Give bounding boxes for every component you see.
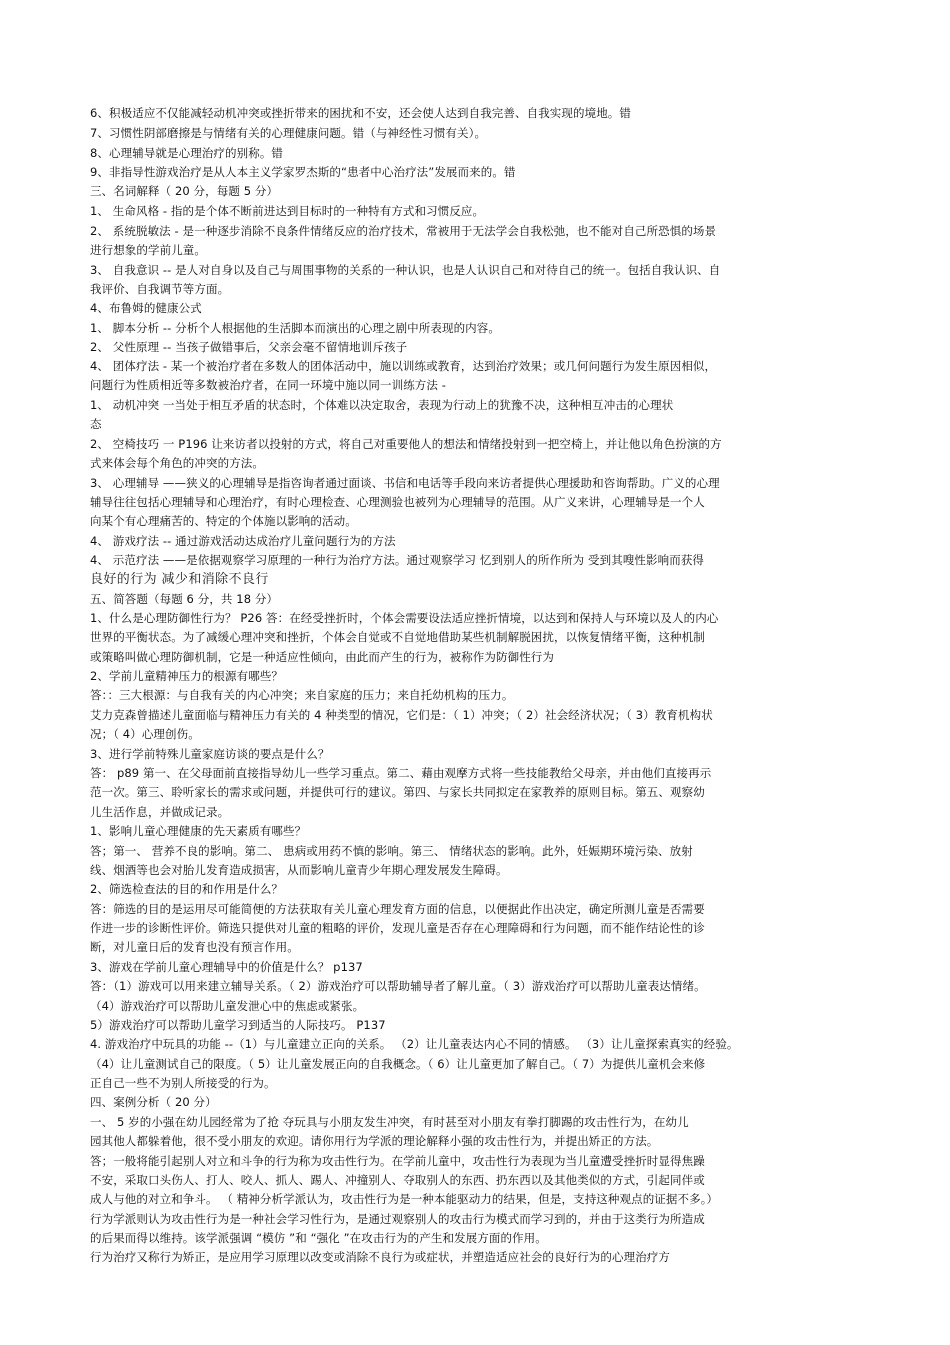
text-line: 答：筛选的目的是运用尽可能简便的方法获取有关儿童心理发育方面的信息，以便据此作出决定，确定所测儿童是否需要 xyxy=(90,902,705,916)
text-line: 线、烟酒等也会对胎儿发育造成损害，从而影响儿童青少年期心理发展发生障碍。 xyxy=(90,863,508,877)
text-line: 断，对儿童日后的发育也没有预言作用。 xyxy=(90,940,299,954)
text-line: 园其他人都躲着他，很不受小朋友的欢迎。请你用行为学派的理论解释小强的攻击性行为，并提出矫正的方法。 xyxy=(90,1134,659,1148)
section-heading: 三、名词解释（ 20 分，每题 5 分） xyxy=(90,184,279,198)
text-line: 态 xyxy=(90,417,102,431)
text-line: 5）游戏治疗可以帮助儿童学习到适当的人际技巧。 P137 xyxy=(90,1018,386,1032)
text-line: 答；第一、 营养不良的影响。第二、 患病或用药不慎的影响。第三、 情绪状态的影响。此外，妊娠期环境污染、放射 xyxy=(90,844,693,858)
text-line: 成人与他的对立和争斗。 （ 精神分析学派认为，攻击性行为是一种本能驱动力的结果，但是，支持这种观点的证据不多。） xyxy=(90,1192,719,1206)
text-line: 艾力克森曾描述儿童面临与精神压力有关的 4 种类型的情况，它们是：（ 1）冲突；（ 2）社会经济状况；（ 3）教育机构状 xyxy=(90,708,713,722)
text-line: 4、布鲁姆的健康公式 xyxy=(90,301,202,315)
text-line: 行为学派则认为攻击性行为是一种社会学习性行为，是通过观察别人的攻击行为模式而学习到的，并由于这类行为所造成 xyxy=(90,1212,705,1226)
text-line: 世界的平衡状态。为了减缓心理冲突和挫折，个体会自觉或不自觉地借助某些机制解脱困扰，以恢复情绪平衡，这种机制 xyxy=(90,630,705,644)
text-line: 4、 游戏疗法 -- 通过游戏活动达成治疗儿童问题行为的方法 xyxy=(90,534,396,548)
text-line: 辅导往往包括心理辅导和心理治疗，有时心理检查、心理测验也被列为心理辅导的范围。从广义来讲，心理辅导是一个人 xyxy=(90,495,705,509)
question-line: 2、筛选检查法的目的和作用是什么？ xyxy=(90,882,284,896)
text-line: 9、非指导性游戏治疗是从人本主义学家罗杰斯的“患者中心治疗法”发展而来的。错 xyxy=(90,165,516,179)
text-line: （4）让儿童测试自己的限度。（ 5）让儿童发展正向的自我概念。（ 6）让儿童更加了解自己。（ 7）为提供儿童机会来修 xyxy=(90,1057,706,1071)
text-line: 7、习惯性阴部磨擦是与情绪有关的心理健康问题。错（与神经性习惯有关）。 xyxy=(90,126,487,140)
text-line: 作进一步的诊断性评价。筛选只提供对儿童的粗略的评价，发现儿童是否存在心理障碍和行为问题，而不能作结论性的诊 xyxy=(90,921,705,935)
text-line: 向某个有心理痛苦的、特定的个体施以影响的活动。 xyxy=(90,514,357,528)
text-line: 1、 动机冲突 一当处于相互矛盾的状态时，个体难以决定取舍，表现为行动上的犹豫不决，这种相互冲击的心理状 xyxy=(90,398,674,412)
question-line: 2、学前儿童精神压力的根源有哪些？ xyxy=(90,669,284,683)
text-line: 或策略叫做心理防御机制，它是一种适应性倾向，由此而产生的行为，被称作为防御性行为 xyxy=(90,650,554,664)
text-line: 1、 脚本分析 -- 分析个人根据他的生活脚本而演出的心理之剧中所表现的内容。 xyxy=(90,321,500,335)
text-line: 3、 心理辅导 ——狭义的心理辅导是指咨询者通过面谈、书信和电话等手段向来访者提供心理援助和咨询帮助。广义的心理 xyxy=(90,476,720,490)
text-line: 进行想象的学前儿童。 xyxy=(90,243,206,257)
text-line: 行为治疗又称行为矫正，是应用学习原理以改变或消除不良行为或症状，并塑造适应社会的良好行为的心理治疗方 xyxy=(90,1250,670,1264)
text-line: 答：：三大根源：与自我有关的内心冲突；来自家庭的压力；来自托幼机构的压力。 xyxy=(90,688,514,702)
text-line: 4、 示范疗法 ——是依据观察学习原理的一种行为治疗方法。通过观察学习 忆到别人的所作所为 受到其嗖性影响而获得 xyxy=(90,553,705,567)
text-line: 的后果而得以维持。该学派强调 “模仿 ”和 “强化 ”在攻击行为的产生和发展方面的作用。 xyxy=(90,1231,547,1245)
question-line: 3、游戏在学前儿童心理辅导中的价值是什么？ p137 xyxy=(90,960,363,974)
text-line: 8、心理辅导就是心理治疗的别称。错 xyxy=(90,146,284,160)
text-line: 不安，采取口头伤人、打人、咬人、抓人、踢人、冲撞别人、夺取别人的东西、扔东西以及其他类似的方式，引起同伴或 xyxy=(90,1173,705,1187)
text-line: 答；一般将能引起别人对立和斗争的行为称为攻击性行为。在学前儿童中，攻击性行为表现为当儿童遭受挫折时显得焦躁 xyxy=(90,1154,705,1168)
text-line: 6、积极适应不仅能减轻动机冲突或挫折带来的困扰和不安，还会使人达到自我完善、自我实现的境地。错 xyxy=(90,106,632,120)
question-line: 1、影响儿童心理健康的先天素质有哪些？ xyxy=(90,824,307,838)
section-heading: 四、案例分析（ 20 分） xyxy=(90,1095,217,1109)
text-line: 答： p89 第一、在父母面前直接指导幼儿一些学习重点。第二、藉由观摩方式将一些技能教给父母亲，并由他们直接再示 xyxy=(90,766,712,780)
text-line: 儿生活作息，并做成记录。 xyxy=(90,805,230,819)
text-line: 良好的行为 减少和消除不良行 xyxy=(90,572,269,587)
text-line: 问题行为性质相近等多数被治疗者，在同一环境中施以同一训练方法 - xyxy=(90,378,447,392)
text-line: 3、 自我意识 -- 是人对自身以及自己与周围事物的关系的一种认识，也是人认识自己和对待自己的统一。包括自我认识、自 xyxy=(90,263,721,277)
text-line: 一、 5 岁的小强在幼儿园经常为了抢 夺玩具与小朋友发生冲突，有时甚至对小朋友有拳打脚踢的攻击性行为，在幼儿 xyxy=(90,1115,689,1129)
text-line: 正自己一些不为别人所接受的行为。 xyxy=(90,1076,276,1090)
text-line: 4、 团体疗法 - 某一个被治疗者在多数人的团体活动中，施以训练或教育，达到治疗效果；或几何问题行为发生原因相似， xyxy=(90,359,717,373)
text-line: 1、什么是心理防御性行为？ P26 答：在经受挫折时，个体会需要设法适应挫折情境，以达到和保持人与环境以及人的内心 xyxy=(90,611,719,625)
text-line: 答：（1）游戏可以用来建立辅导关系。（ 2）游戏治疗可以帮助辅导者了解儿童。（ 3）游戏治疗可以帮助儿童表达情绪。 xyxy=(90,979,706,993)
question-line: 3、进行学前特殊儿童家庭访谈的要点是什么？ xyxy=(90,747,330,761)
text-line: 4. 游戏治疗中玩具的功能 --（1）与儿童建立正向的关系。 （2）让儿童表达内心不同的情感。 （3）让儿童探索真实的经验。 xyxy=(90,1037,739,1051)
text-line: 2、 空椅技巧 一 P196 让来访者以投射的方式，将自己对重要他人的想法和情绪投射到一把空椅上，并让他以角色扮演的方 xyxy=(90,437,722,451)
section-heading: 五、简答题（每题 6 分，共 18 分） xyxy=(90,592,279,606)
text-line: （4）游戏治疗可以帮助儿童发泄心中的焦虑或紧张。 xyxy=(90,999,365,1013)
text-line: 2、 父性原理 -- 当孩子做错事后，父亲会毫不留情地训斥孩子 xyxy=(90,340,408,354)
text-line: 况；（ 4）心理创伤。 xyxy=(90,727,200,741)
text-line: 1、 生命风格 - 指的是个体不断前进达到目标时的一种特有方式和习惯反应。 xyxy=(90,204,485,218)
text-line: 2、 系统脱敏法 - 是一种逐步消除不良条件情绪反应的治疗技术，常被用于无法学会自我松弛，也不能对自己所恐惧的场景 xyxy=(90,224,717,238)
text-line: 我评价、自我调节等方面。 xyxy=(90,282,230,296)
text-line: 式来体会每个角色的冲突的方法。 xyxy=(90,456,264,470)
text-line: 范一次。第三、聆听家长的需求或问题，并提供可行的建议。第四、与家长共同拟定在家教养的原则目标。第五、观察幼 xyxy=(90,785,705,799)
